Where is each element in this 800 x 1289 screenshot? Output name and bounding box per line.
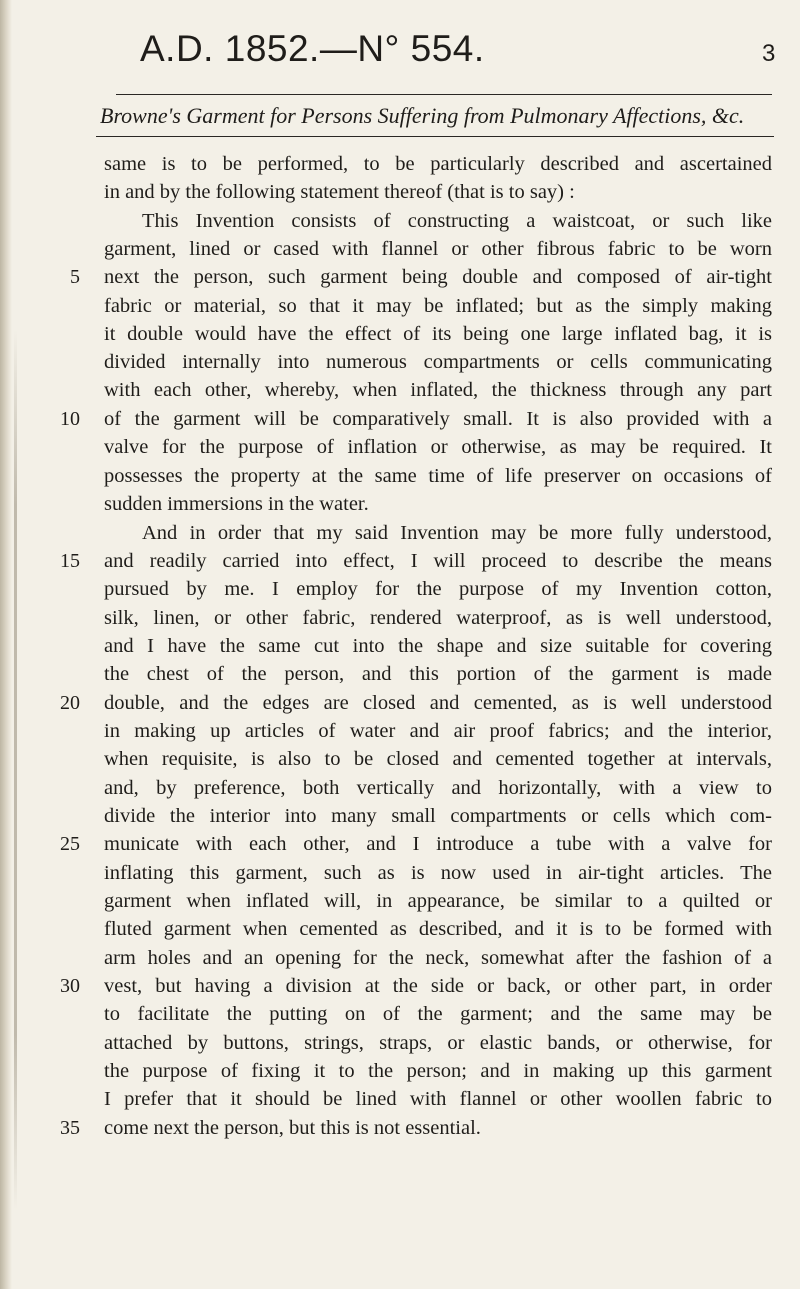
text-line: the purpose of fixing it to the person; and in making up this garment [104,1060,772,1082]
text-line: This Invention consists of constructing a waistcoat, or such like [142,210,772,232]
text-line: come next the person, but this is not essential. [104,1117,481,1139]
binding-shadow [0,0,12,1289]
text-line: attached by buttons, strings, straps, or elastic bands, or otherwise, for [104,1032,772,1054]
text-line: inflating this garment, such as is now used in air-tight articles. The [104,862,772,884]
text-line: of the garment will be comparatively small. It is also provided with a [104,408,772,430]
text-line: garment, lined or cased with flannel or other fibrous fabric to be worn [104,238,772,260]
text-line: valve for the purpose of inflation or otherwise, as may be required. It [104,436,772,458]
text-line: to facilitate the putting on of the garment; and the same may be [104,1003,772,1025]
text-line: municate with each other, and I introduce a tube with a valve for [104,833,772,855]
text-line: I prefer that it should be lined with flannel or other woollen fabric to [104,1088,772,1110]
text-line: and I have the same cut into the shape and size suitable for covering [104,635,772,657]
text-line: the chest of the person, and this portion of the garment is made [104,663,772,685]
header-rule-top [116,94,772,95]
line-number: 35 [60,1117,80,1139]
text-line: vest, but having a division at the side or back, or other part, in order [104,975,772,997]
text-line: and readily carried into effect, I will proceed to describe the means [104,550,772,572]
text-line: in and by the following statement thereof (that is to say) : [104,181,575,203]
line-number: 5 [70,266,80,288]
line-number: 10 [60,408,80,430]
text-line: arm holes and an opening for the neck, somewhat after the fashion of a [104,947,772,969]
page-number: 3 [762,40,776,67]
page-header-title: A.D. 1852.—N° 554. [140,28,485,69]
text-line: with each other, whereby, when inflated, the thickness through any part [104,379,772,401]
text-line: possesses the property at the same time of life preserver on occasions of [104,465,772,487]
text-line: same is to be performed, to be particularly described and ascertained [104,153,772,175]
text-line: next the person, such garment being double and composed of air-tight [104,266,772,288]
header-rule-bottom [96,136,774,137]
text-line: when requisite, is also to be closed and cemented together at intervals, [104,748,772,770]
running-title: Browne's Garment for Persons Suffering from Pulmonary Affections, &c. [100,103,745,128]
page-fold-mark [14,330,17,1210]
text-line: And in order that my said Invention may be more fully understood, [142,522,772,544]
text-line: pursued by me. I employ for the purpose of my Invention cotton, [104,578,772,600]
text-line: in making up articles of water and air proof fabrics; and the interior, [104,720,772,742]
text-line: garment when inflated will, in appearance, be similar to a quilted or [104,890,772,912]
text-line: it double would have the effect of its being one large inflated bag, it is [104,323,772,345]
text-line: fluted garment when cemented as described, and it is to be formed with [104,918,772,940]
text-line: divided internally into numerous compartments or cells communicating [104,351,772,373]
text-line: divide the interior into many small compartments or cells which com- [104,805,772,827]
line-number: 20 [60,692,80,714]
line-number: 15 [60,550,80,572]
text-line: and, by preference, both vertically and horizontally, with a view to [104,777,772,799]
text-line: double, and the edges are closed and cemented, as is well understood [104,692,772,714]
text-line: silk, linen, or other fabric, rendered waterproof, as is well understood, [104,607,772,629]
text-line: fabric or material, so that it may be inflated; but as the simply making [104,295,772,317]
line-number: 30 [60,975,80,997]
line-number: 25 [60,833,80,855]
text-line: sudden immersions in the water. [104,493,369,515]
